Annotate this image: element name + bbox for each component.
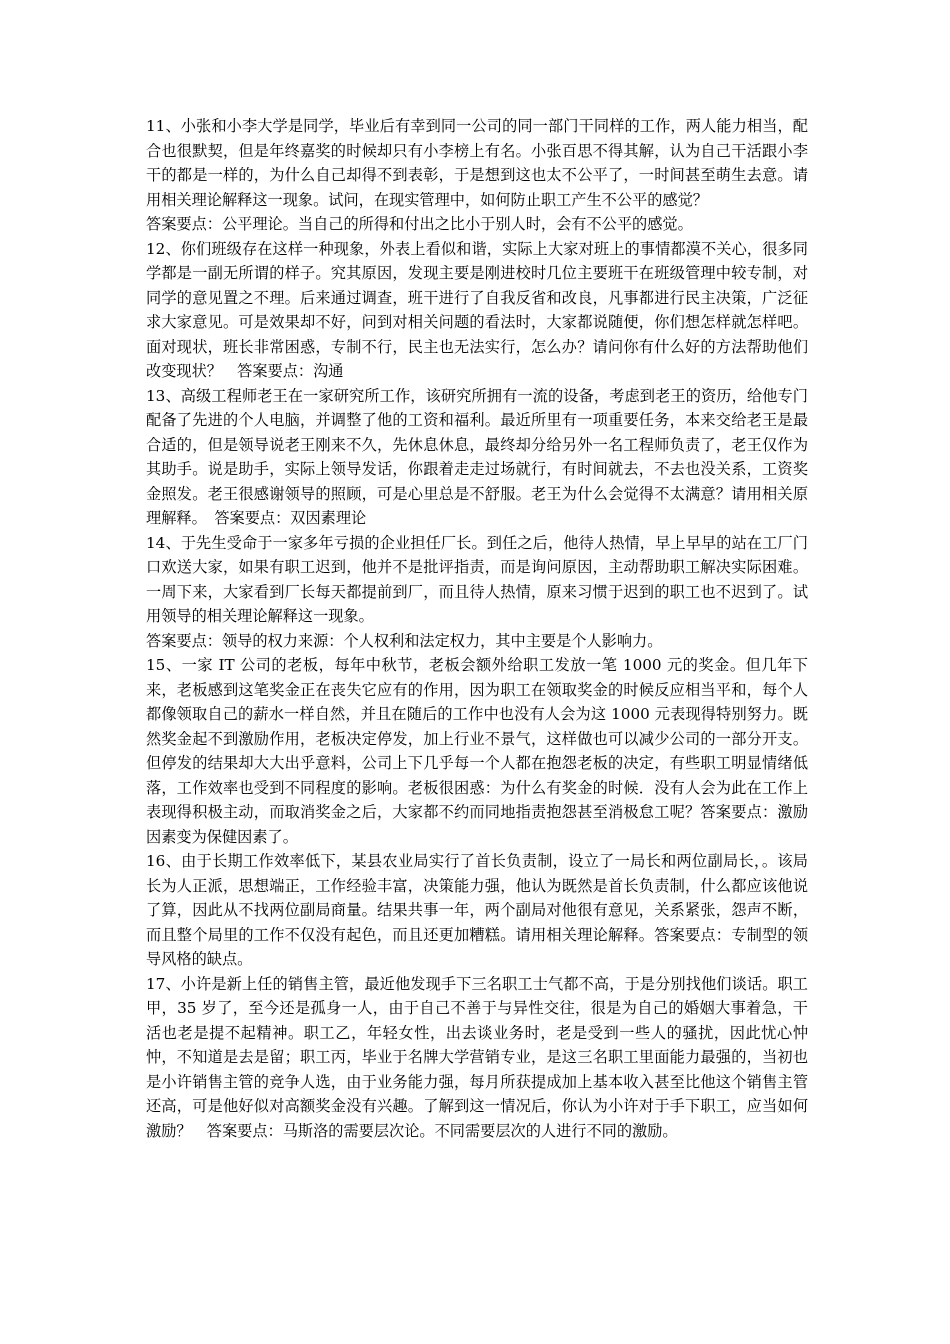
- answer-14: 答案要点：领导的权力来源：个人权利和法定权力，其中主要是个人影响力。: [146, 631, 663, 650]
- document-page: [146, 114, 808, 1143]
- answer-11: 答案要点：公平理论。当自己的所得和付出之比小于别人时，会有不公平的感觉。: [146, 215, 693, 233]
- question-17: 17、小许是新上任的销售主管，最近他发现手下三名职工士气都不高，于是分别找他们谈话。职工甲，35 岁了，至今还是孤身一人，由于自己不善于与异性交往，很是为自己的婚姻大事着急，干活也老是提不起精神。职工乙，年轻女性，出去谈业务时，老是受到一些人的骚扰，因此忧心忡忡，不知道是去是留；职工丙，毕业于名牌大学营销专业，是这三名职工里面能力最强的，当初也是小许销售主管的竞争人选，由于业务能力强，每月所获提成加上基本收入甚至比他这个销售主管还高，可是他好似对高额奖金没有兴趣。了解到这一情况后，你认为小许对于手下职工，应当如何激励？ 答案要点：马斯洛的需要层次论。不同需要层次的人进行不同的激励。: [146, 974, 808, 1140]
- question-11: 11、小张和小李大学是同学，毕业后有幸到同一公司的同一部门干同样的工作，两人能力相当，配合也很默契，但是年终嘉奖的时候却只有小李榜上有名。小张百思不得其解，认为自己干活跟小李干的都是一样的，为什么自己却得不到表彰，于是想到这也太不公平了，一时间甚至萌生去意。请用相关理论解释这一现象。试问，在现实管理中，如何防止职工产生不公平的感觉？: [146, 117, 808, 209]
- question-13: 13、高级工程师老王在一家研究所工作，该研究所拥有一流的设备，考虑到老王的资历，给他专门配备了先进的个人电脑，并调整了他的工资和福利。最近所里有一项重要任务，本来交给老王是最合适的，但是领导说老王刚来不久，先休息休息，最终却分给另外一名工程师负责了，老王仅作为其助手。说是助手，实际上领导发话，你跟着走走过场就行，有时间就去，不去也没关系，工资奖金照发。老王很感谢领导的照顾，可是心里总是不舒服。老王为什么会觉得不太满意？请用相关原理解释。 答案要点：双因素理论: [146, 386, 808, 527]
- question-12: 12、你们班级存在这样一种现象，外表上看似和谐，实际上大家对班上的事情都漠不关心，很多同学都是一副无所谓的样子。究其原因，发现主要是刚进校时几位主要班干在班级管理中较专制，对同学的意见置之不理。后来通过调查，班干进行了自我反省和改良，凡事都进行民主决策，广泛征求大家意见。可是效果却不好，问到对相关问题的看法时，大家都说随便，你们想怎样就怎样吧。面对现状，班长非常困惑，专制不行，民主也无法实行，怎么办？请问你有什么好的方法帮助他们改变现状？ 答案要点：沟通: [146, 239, 808, 380]
- question-14: 14、于先生受命于一家多年亏损的企业担任厂长。到任之后，他待人热情，早上早早的站在工厂门口欢送大家，如果有职工迟到，他并不是批评指责，而是询问原因，主动帮助职工解决实际困难。一周下来，大家看到厂长每天都提前到厂，而且待人热情，原来习惯于迟到的职工也不迟到了。试用领导的相关理论解释这一现象。: [146, 533, 808, 625]
- question-15: 15、一家 IT 公司的老板，每年中秋节，老板会额外给职工发放一笔 1000 元的奖金。但几年下来，老板感到这笔奖金正在丧失它应有的作用，因为职工在领取奖金的时候反应相当平和，每个人都像领取自己的薪水一样自然，并且在随后的工作中也没有人会为这 1000 元表现得特别努力。既然奖金起不到激励作用，老板决定停发，加上行业不景气，这样做也可以减少公司的一部分开支。但停发的结果却大大出乎意料，公司上下几乎每一个人都在抱怨老板的决定，有些职工明显情绪低落，工作效率也受到不同程度的影响。老板很困惑：为什么有奖金的时候．没有人会为此在工作上表现得积极主动，而取消奖金之后，大家都不约而同地指责抱怨甚至消极怠工呢？答案要点：激励因素变为保健因素了。: [146, 656, 808, 846]
- question-16: 16、由于长期工作效率低下，某县农业局实行了首长负责制，设立了一局长和两位副局长，。该局长为人正派，思想端正，工作经验丰富，决策能力强，他认为既然是首长负责制，什么都应该他说了算，因此从不找两位副局商量。结果共事一年，两个副局对他很有意见，关系紧张，怨声不断，而且整个局里的工作不仅没有起色，而且还更加糟糕。请用相关理论解释。答案要点：专制型的领导风格的缺点。: [146, 852, 808, 968]
